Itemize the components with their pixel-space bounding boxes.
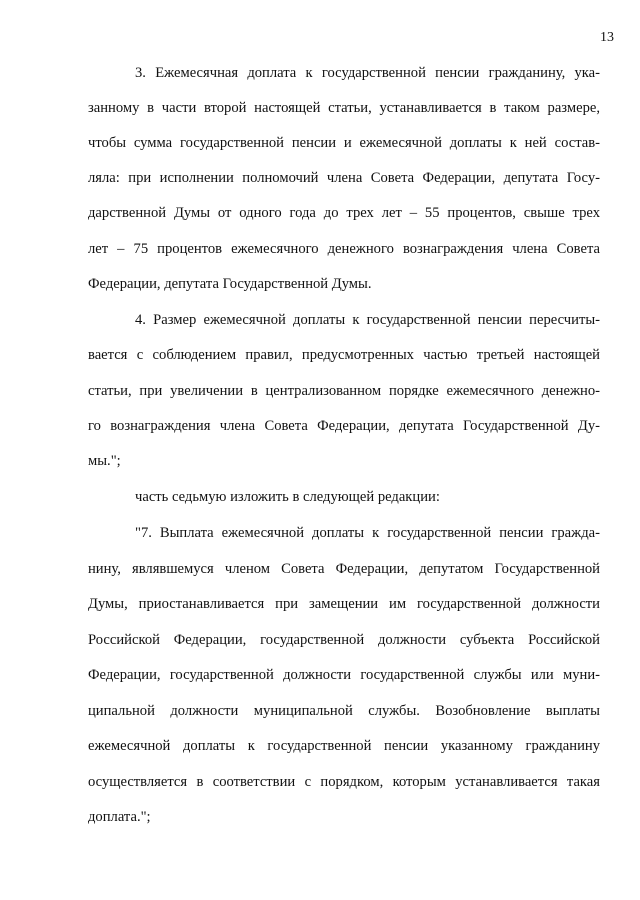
text-line: го вознаграждения члена Совета Федерации, депутата Государственной Ду- [88, 418, 600, 434]
text-line: вается с соблюдением правил, предусмотренных частью третьей настоящей [88, 347, 600, 363]
text-line: часть седьмую изложить в следующей редакции: [135, 489, 440, 505]
text-line: статьи, при увеличении в централизованном порядке ежемесячного денежно- [88, 383, 600, 399]
text-line: дарственной Думы от одного года до трех лет – 55 процентов, свыше трех [88, 205, 600, 221]
text-line: ежемесячной доплаты к государственной пенсии указанному гражданину [88, 738, 600, 754]
page-number: 13 [600, 30, 614, 45]
text-line: занному в части второй настоящей статьи, устанавливается в таком размере, [88, 100, 600, 116]
text-line: 4. Размер ежемесячной доплаты к государственной пенсии пересчиты- [135, 312, 600, 328]
text-line: Думы, приостанавливается при замещении им государственной должности [88, 596, 600, 612]
text-line: осуществляется в соответствии с порядком, которым устанавливается такая [88, 774, 600, 790]
text-line: нину, являвшемуся членом Совета Федерации, депутатом Государственной [88, 561, 600, 577]
text-line: мы."; [88, 453, 121, 469]
text-line: доплата."; [88, 809, 151, 825]
text-line: Федерации, государственной должности государственной службы или муни- [88, 667, 600, 683]
text-line: ципальной должности муниципальной службы. Возобновление выплаты [88, 703, 600, 719]
text-line: 3. Ежемесячная доплата к государственной пенсии гражданину, ука- [135, 65, 600, 81]
text-line: "7. Выплата ежемесячной доплаты к государственной пенсии гражда- [135, 525, 600, 541]
text-line: лет – 75 процентов ежемесячного денежного вознаграждения члена Совета [88, 241, 600, 257]
text-line: Федерации, депутата Государственной Думы. [88, 276, 372, 292]
text-line: чтобы сумма государственной пенсии и ежемесячной доплаты к ней состав- [88, 135, 600, 151]
text-line: ляла: при исполнении полномочий члена Совета Федерации, депутата Госу- [88, 170, 600, 186]
text-line: Российской Федерации, государственной должности субъекта Российской [88, 632, 600, 648]
